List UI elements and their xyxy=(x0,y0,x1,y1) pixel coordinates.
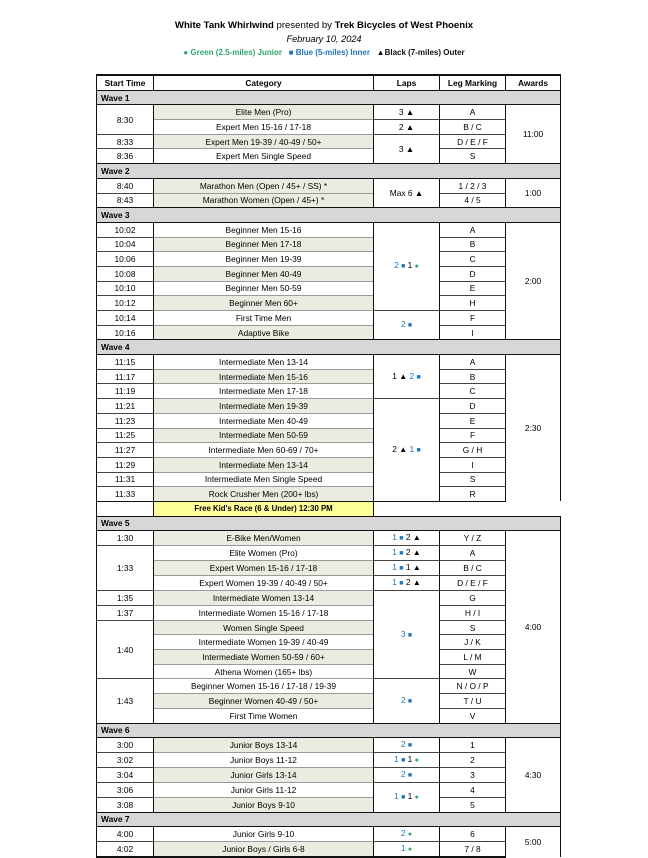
leg-marking: C xyxy=(440,252,506,267)
laps-count: 1 xyxy=(407,260,413,271)
table-row xyxy=(97,472,561,487)
leg-marking: 1 xyxy=(440,738,506,753)
leg-marking: 2 xyxy=(440,753,506,768)
category: First Time Women xyxy=(154,708,374,723)
wave-header xyxy=(97,340,561,355)
start-time: 4:00 xyxy=(97,827,154,842)
leg-marking: D xyxy=(440,399,506,414)
table-row xyxy=(97,369,561,384)
laps-count: 2 xyxy=(400,319,406,330)
laps xyxy=(374,546,440,561)
leg-marking: G xyxy=(440,591,506,606)
laps: Max 6 ▲ xyxy=(374,178,440,207)
table-row xyxy=(97,531,561,546)
leg-marking: S xyxy=(440,472,506,487)
square-icon: ■ xyxy=(407,631,413,639)
leg-marking: D / E / F xyxy=(440,134,506,149)
table-row xyxy=(97,457,561,472)
category: Intermediate Men 15-16 xyxy=(154,369,374,384)
laps-count: 1 xyxy=(400,843,406,854)
legend-blue: ■ Blue (5-miles) Inner xyxy=(288,48,370,57)
start-time: 11:23 xyxy=(97,413,154,428)
leg-marking: I xyxy=(440,325,506,340)
category: Elite Women (Pro) xyxy=(154,546,374,561)
category: Rock Crusher Men (200+ lbs) xyxy=(154,487,374,502)
category: Beginner Men 40-49 xyxy=(154,266,374,281)
start-time: 10:14 xyxy=(97,311,154,326)
start-time: 8:33 xyxy=(97,134,154,149)
leg-marking: A xyxy=(440,105,506,120)
laps-count: 1 xyxy=(405,562,411,573)
laps xyxy=(374,753,440,768)
laps xyxy=(374,311,440,340)
square-icon: ■ xyxy=(399,550,404,558)
start-time: 10:04 xyxy=(97,237,154,252)
laps-count: 2 xyxy=(405,577,411,588)
start-time: 10:10 xyxy=(97,281,154,296)
table-row xyxy=(97,281,561,296)
table-row xyxy=(97,635,561,650)
laps xyxy=(374,842,440,858)
category: Intermediate Women 15-16 / 17-18 xyxy=(154,606,374,621)
laps-count: 1 xyxy=(392,562,397,573)
table-row xyxy=(97,708,561,723)
table-row xyxy=(97,501,561,516)
laps xyxy=(374,222,440,310)
start-time: 8:36 xyxy=(97,149,154,164)
leg-marking: H xyxy=(440,296,506,311)
triangle-icon: ▲ xyxy=(399,371,408,381)
table-row xyxy=(97,797,561,812)
awards-time: 1:00 xyxy=(506,178,561,207)
square-icon: ■ xyxy=(407,772,413,780)
category: Beginner Women 15-16 / 17-18 / 19-39 xyxy=(154,679,374,694)
category: Expert Women 19-39 / 40-49 / 50+ xyxy=(154,576,374,591)
laps xyxy=(374,591,440,679)
wave-header xyxy=(97,164,561,179)
start-time: 11:31 xyxy=(97,472,154,487)
circle-icon: ● xyxy=(407,831,413,839)
leg-marking: S xyxy=(440,620,506,635)
laps-count: 1 xyxy=(394,754,399,765)
laps-count: 2 xyxy=(400,739,406,750)
table-row xyxy=(97,355,561,370)
leg-marking: B / C xyxy=(440,561,506,576)
category: Junior Boys 13-14 xyxy=(154,738,374,753)
table-row xyxy=(97,487,561,502)
laps xyxy=(374,399,440,502)
category: Athena Women (165+ lbs) xyxy=(154,664,374,679)
wave-label: Wave 3 xyxy=(97,208,561,223)
category: Intermediate Women 50-59 / 60+ xyxy=(154,650,374,665)
leg-marking: H / I xyxy=(440,606,506,621)
table-row xyxy=(97,827,561,842)
square-icon: ■ xyxy=(401,263,406,271)
awards-time: 2:00 xyxy=(506,222,561,340)
start-time: 1:33 xyxy=(97,546,154,591)
start-time: 10:12 xyxy=(97,296,154,311)
start-time: 3:02 xyxy=(97,753,154,768)
sponsor-name: Trek Bicycles of West Phoenix xyxy=(334,20,474,31)
start-time: 10:16 xyxy=(97,325,154,340)
square-icon: ■ xyxy=(401,757,406,765)
laps xyxy=(374,783,440,812)
laps-count: 2 xyxy=(405,547,411,558)
laps-count: 2 xyxy=(400,828,406,839)
category: Marathon Men (Open / 45+ / SS) * xyxy=(154,178,374,193)
category: Marathon Women (Open / 45+) * xyxy=(154,193,374,208)
table-row xyxy=(97,311,561,326)
category: Junior Girls 9-10 xyxy=(154,827,374,842)
event-date: February 10, 2024 xyxy=(286,34,362,44)
laps: 2 ▲ xyxy=(374,120,440,135)
laps xyxy=(374,561,440,576)
table-row xyxy=(97,252,561,267)
wave-header xyxy=(97,812,561,827)
laps-count: 1 xyxy=(409,444,415,455)
wave-label: Wave 6 xyxy=(97,723,561,738)
category: Beginner Men 50-59 xyxy=(154,281,374,296)
laps xyxy=(374,576,440,591)
wave-header xyxy=(97,516,561,531)
start-time: 10:02 xyxy=(97,222,154,237)
leg-marking: J / K xyxy=(440,635,506,650)
category: Beginner Men 19-39 xyxy=(154,252,374,267)
category: Beginner Women 40-49 / 50+ xyxy=(154,694,374,709)
table-header xyxy=(97,75,561,90)
category: Beginner Men 60+ xyxy=(154,296,374,311)
table-row xyxy=(97,237,561,252)
triangle-icon: ▲ xyxy=(412,548,421,558)
category: Expert Men 19-39 / 40-49 / 50+ xyxy=(154,134,374,149)
laps-count: 2 xyxy=(392,444,397,455)
course-legend xyxy=(0,48,648,57)
leg-marking: 1 / 2 / 3 xyxy=(440,178,506,193)
col-header-awards: Awards xyxy=(506,75,561,90)
table-row xyxy=(97,620,561,635)
square-icon: ■ xyxy=(407,322,413,330)
leg-marking: G / H xyxy=(440,443,506,458)
category: Junior Girls 11-12 xyxy=(154,783,374,798)
leg-marking: D xyxy=(440,266,506,281)
square-icon: ■ xyxy=(399,535,404,543)
table-row xyxy=(97,149,561,164)
table-row xyxy=(97,178,561,193)
laps-count: 2 xyxy=(405,532,411,543)
leg-marking: V xyxy=(440,708,506,723)
col-header-laps: Laps xyxy=(374,75,440,90)
start-time: 11:15 xyxy=(97,355,154,370)
awards-time: 2:30 xyxy=(506,355,561,502)
circle-icon: ● xyxy=(414,757,419,765)
wave-label: Wave 4 xyxy=(97,340,561,355)
laps-count: 1 xyxy=(407,754,413,765)
leg-marking: 5 xyxy=(440,797,506,812)
table-row xyxy=(97,738,561,753)
wave-header xyxy=(97,208,561,223)
start-time: 8:43 xyxy=(97,193,154,208)
category: Intermediate Men 17-18 xyxy=(154,384,374,399)
leg-marking: C xyxy=(440,384,506,399)
table-row xyxy=(97,266,561,281)
laps xyxy=(374,531,440,546)
table-row xyxy=(97,384,561,399)
col-header-category: Category xyxy=(154,75,374,90)
table-row xyxy=(97,399,561,414)
leg-marking: A xyxy=(440,355,506,370)
circle-icon: ● xyxy=(414,794,419,802)
start-time: 3:06 xyxy=(97,783,154,798)
table-row xyxy=(97,325,561,340)
category: Junior Boys / Girls 6-8 xyxy=(154,842,374,858)
leg-marking: A xyxy=(440,546,506,561)
laps: 3 ▲ xyxy=(374,134,440,163)
start-time: 11:25 xyxy=(97,428,154,443)
table-row xyxy=(97,561,561,576)
leg-marking: S xyxy=(440,149,506,164)
laps-count: 1 xyxy=(392,370,397,381)
table-row xyxy=(97,606,561,621)
laps xyxy=(374,355,440,399)
leg-marking: R xyxy=(440,487,506,502)
category: Beginner Men 17-18 xyxy=(154,237,374,252)
awards-time: 4:30 xyxy=(506,738,561,812)
table-row xyxy=(97,222,561,237)
schedule-table xyxy=(96,74,561,858)
laps-count: 1 xyxy=(392,577,397,588)
category: Intermediate Women 19-39 / 40-49 xyxy=(154,635,374,650)
category: Junior Boys 9-10 xyxy=(154,797,374,812)
laps xyxy=(374,679,440,723)
laps xyxy=(374,738,440,753)
table-row xyxy=(97,296,561,311)
laps xyxy=(374,768,440,783)
table-row xyxy=(97,428,561,443)
start-time: 1:35 xyxy=(97,591,154,606)
wave-label: Wave 1 xyxy=(97,90,561,105)
leg-marking: 6 xyxy=(440,827,506,842)
start-time: 11:19 xyxy=(97,384,154,399)
leg-marking: 4 xyxy=(440,783,506,798)
triangle-icon: ▲ xyxy=(399,445,408,455)
wave-header xyxy=(97,723,561,738)
category: Junior Girls 13-14 xyxy=(154,768,374,783)
table-row xyxy=(97,694,561,709)
category: Women Single Speed xyxy=(154,620,374,635)
wave-label: Wave 2 xyxy=(97,164,561,179)
laps-count: 3 xyxy=(400,628,406,639)
legend-black: ▲Black (7-miles) Outer xyxy=(376,48,465,57)
square-icon: ■ xyxy=(416,373,421,381)
table-row xyxy=(97,546,561,561)
leg-marking: W xyxy=(440,664,506,679)
leg-marking: B / C xyxy=(440,120,506,135)
square-icon: ■ xyxy=(407,742,413,750)
category: Elite Men (Pro) xyxy=(154,105,374,120)
wave-label: Wave 7 xyxy=(97,812,561,827)
table-row xyxy=(97,664,561,679)
leg-marking: F xyxy=(440,311,506,326)
start-time: 10:08 xyxy=(97,266,154,281)
presented-by-text: presented by xyxy=(273,20,335,31)
start-time: 11:21 xyxy=(97,399,154,414)
table-row xyxy=(97,443,561,458)
laps xyxy=(374,827,440,842)
start-time: 8:30 xyxy=(97,105,154,134)
category: Junior Boys 11-12 xyxy=(154,753,374,768)
laps-count: 1 xyxy=(392,532,397,543)
square-icon: ■ xyxy=(399,580,404,588)
category: Expert Men 15-16 / 17-18 xyxy=(154,120,374,135)
col-header-start-time: Start Time xyxy=(97,75,154,90)
leg-marking: D / E / F xyxy=(440,576,506,591)
table-row xyxy=(97,105,561,120)
leg-marking: B xyxy=(440,369,506,384)
table-row xyxy=(97,576,561,591)
triangle-icon: ▲ xyxy=(412,563,421,573)
leg-marking: Y / Z xyxy=(440,531,506,546)
leg-marking: B xyxy=(440,237,506,252)
leg-marking: E xyxy=(440,281,506,296)
square-icon: ■ xyxy=(407,697,413,705)
leg-marking: 7 / 8 xyxy=(440,842,506,858)
triangle-icon: ▲ xyxy=(412,533,421,543)
leg-marking: F xyxy=(440,428,506,443)
square-icon: ■ xyxy=(399,565,404,573)
category: Intermediate Men 40-49 xyxy=(154,413,374,428)
start-time: 11:27 xyxy=(97,443,154,458)
category: Intermediate Men 19-39 xyxy=(154,399,374,414)
laps: 3 ▲ xyxy=(374,105,440,120)
laps-count: 2 xyxy=(409,370,415,381)
category: Beginner Men 15-16 xyxy=(154,222,374,237)
category: First Time Men xyxy=(154,311,374,326)
square-icon: ■ xyxy=(401,794,406,802)
table-row xyxy=(97,120,561,135)
square-icon: ■ xyxy=(416,447,421,455)
laps-count: 2 xyxy=(400,694,406,705)
kids-race-note: Free Kid's Race (6 & Under) 12:30 PM xyxy=(154,501,374,516)
start-time: 4:02 xyxy=(97,842,154,858)
start-time: 1:43 xyxy=(97,679,154,723)
table-row xyxy=(97,768,561,783)
circle-icon: ● xyxy=(414,263,419,271)
leg-marking: 4 / 5 xyxy=(440,193,506,208)
category: Intermediate Men 50-59 xyxy=(154,428,374,443)
table-row xyxy=(97,753,561,768)
start-time: 1:37 xyxy=(97,606,154,621)
category: Intermediate Women 13-14 xyxy=(154,591,374,606)
legend-green: ● Green (2.5-miles) Junior xyxy=(183,48,283,57)
event-name: White Tank Whirlwind xyxy=(174,20,274,31)
leg-marking: E xyxy=(440,413,506,428)
table-row xyxy=(97,679,561,694)
table-row xyxy=(97,591,561,606)
laps-count: 2 xyxy=(400,769,406,780)
event-title xyxy=(0,20,648,31)
wave-header xyxy=(97,90,561,105)
wave-label: Wave 5 xyxy=(97,516,561,531)
awards-time: 5:00 xyxy=(506,827,561,858)
awards-time: 4:00 xyxy=(506,531,561,723)
table-row xyxy=(97,413,561,428)
triangle-icon: ▲ xyxy=(412,578,421,588)
awards-time: 11:00 xyxy=(506,105,561,164)
leg-marking: 3 xyxy=(440,768,506,783)
leg-marking: I xyxy=(440,457,506,472)
table-row xyxy=(97,193,561,208)
category: Intermediate Men 13-14 xyxy=(154,355,374,370)
table-row xyxy=(97,783,561,798)
col-header-leg-marking: Leg Marking xyxy=(440,75,506,90)
laps-count: 1 xyxy=(407,791,413,802)
start-time: 10:06 xyxy=(97,252,154,267)
leg-marking: L / M xyxy=(440,650,506,665)
start-time: 11:33 xyxy=(97,487,154,502)
start-time: 8:40 xyxy=(97,178,154,193)
category: E-Bike Men/Women xyxy=(154,531,374,546)
category: Intermediate Men 13-14 xyxy=(154,457,374,472)
start-time: 11:17 xyxy=(97,369,154,384)
laps-count: 2 xyxy=(394,260,399,271)
category: Expert Men Single Speed xyxy=(154,149,374,164)
category: Intermediate Men 60-69 / 70+ xyxy=(154,443,374,458)
start-time: 3:08 xyxy=(97,797,154,812)
leg-marking: A xyxy=(440,222,506,237)
start-time: 1:30 xyxy=(97,531,154,546)
table-row xyxy=(97,650,561,665)
laps-count: 1 xyxy=(394,791,399,802)
start-time: 1:40 xyxy=(97,620,154,679)
category: Expert Women 15-16 / 17-18 xyxy=(154,561,374,576)
leg-marking: T / U xyxy=(440,694,506,709)
laps-count: 1 xyxy=(392,547,397,558)
table-row xyxy=(97,134,561,149)
table-row xyxy=(97,842,561,858)
start-time: 3:04 xyxy=(97,768,154,783)
category: Intermediate Men Single Speed xyxy=(154,472,374,487)
category: Adaptive Bike xyxy=(154,325,374,340)
start-time: 11:29 xyxy=(97,457,154,472)
circle-icon: ● xyxy=(407,846,413,854)
start-time: 3:00 xyxy=(97,738,154,753)
leg-marking: N / O / P xyxy=(440,679,506,694)
